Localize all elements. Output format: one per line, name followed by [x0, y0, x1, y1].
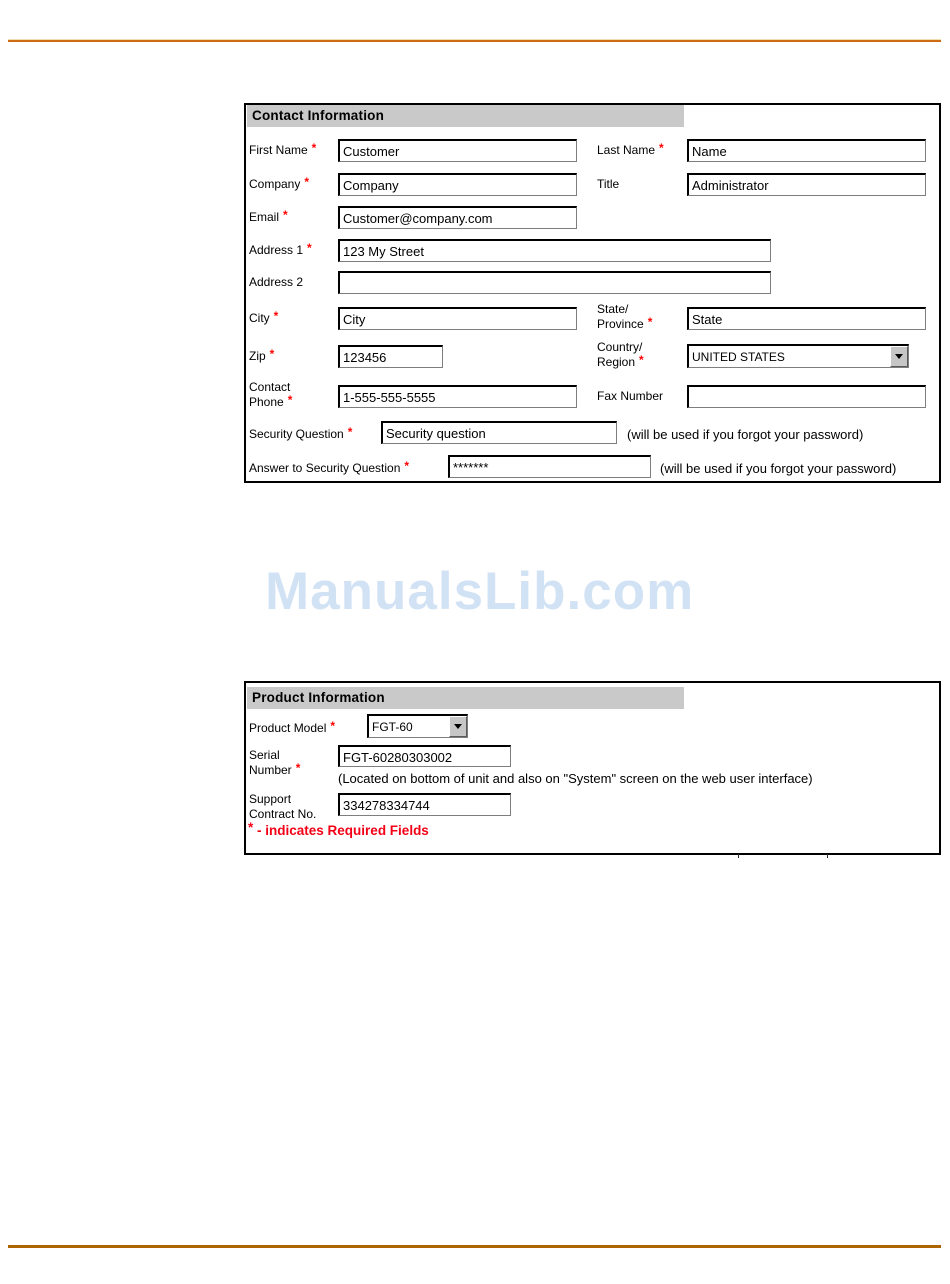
serial-number-note: (Located on bottom of unit and also on "System" screen on the web user interface)	[338, 771, 813, 786]
contact-information-header: Contact Information	[247, 105, 684, 127]
chevron-down-icon	[454, 724, 462, 729]
required-asterisk: *	[404, 459, 410, 473]
email-label: Email *	[249, 208, 288, 224]
required-asterisk: *	[295, 761, 301, 775]
top-divider	[8, 40, 941, 42]
first-name-label: First Name *	[249, 141, 317, 157]
address1-input[interactable]	[338, 239, 771, 262]
last-name-label: Last Name *	[597, 141, 664, 157]
first-name-input[interactable]	[338, 139, 577, 162]
required-asterisk: *	[273, 309, 279, 323]
required-asterisk: *	[304, 175, 310, 189]
company-input[interactable]	[338, 173, 577, 196]
required-fields-note: * - indicates Required Fields	[248, 820, 429, 838]
security-answer-input[interactable]	[448, 455, 651, 478]
company-label: Company *	[249, 175, 310, 191]
address2-label: Address 2	[249, 275, 304, 289]
product-information-header: Product Information	[247, 687, 684, 709]
product-information-panel	[244, 681, 941, 855]
required-asterisk: *	[347, 425, 353, 439]
required-asterisk: *	[283, 208, 288, 222]
serial-number-label: Serial Number *	[249, 748, 301, 777]
required-asterisk: *	[269, 347, 275, 361]
security-answer-label: Answer to Security Question *	[249, 459, 410, 475]
email-input[interactable]	[338, 206, 577, 229]
crop-tick-mark	[827, 854, 828, 858]
city-input[interactable]	[338, 307, 577, 330]
manualslib-watermark: ManualsLib.com	[265, 562, 695, 621]
state-province-label: State/ Province *	[597, 302, 653, 331]
product-model-value: FGT-60	[372, 720, 413, 734]
country-region-value: UNITED STATES	[692, 350, 785, 364]
fax-number-label: Fax Number	[597, 389, 664, 403]
dropdown-button[interactable]	[890, 346, 908, 367]
fax-number-input[interactable]	[687, 385, 926, 408]
security-question-label: Security Question *	[249, 425, 353, 441]
last-name-input[interactable]	[687, 139, 926, 162]
bottom-divider	[8, 1245, 941, 1248]
city-label: City *	[249, 309, 279, 325]
required-asterisk: *	[330, 719, 336, 733]
dropdown-button[interactable]	[449, 716, 467, 737]
security-answer-note: (will be used if you forgot your password)	[660, 461, 897, 476]
required-asterisk: *	[248, 820, 254, 835]
crop-tick-mark	[738, 854, 739, 858]
contact-information-panel	[244, 103, 941, 483]
zip-label: Zip *	[249, 347, 275, 363]
address1-label: Address 1 *	[249, 241, 312, 257]
address2-input[interactable]	[338, 271, 771, 294]
zip-input[interactable]	[338, 345, 443, 368]
product-model-select[interactable]	[367, 714, 468, 738]
required-asterisk: *	[639, 353, 644, 367]
country-region-label: Country/ Region *	[597, 340, 644, 369]
title-label: Title	[597, 177, 620, 191]
chevron-down-icon	[895, 354, 903, 359]
required-asterisk: *	[659, 141, 664, 155]
security-question-input[interactable]	[381, 421, 617, 444]
required-asterisk: *	[287, 393, 293, 407]
required-asterisk: *	[307, 241, 312, 255]
support-contract-label: Support Contract No.	[249, 792, 317, 821]
country-region-select[interactable]	[687, 344, 909, 368]
product-model-label: Product Model *	[249, 719, 336, 735]
required-asterisk: *	[311, 141, 317, 155]
support-contract-input[interactable]	[338, 793, 511, 816]
serial-number-input[interactable]	[338, 745, 511, 767]
title-input[interactable]	[687, 173, 926, 196]
contact-phone-input[interactable]	[338, 385, 577, 408]
state-input[interactable]	[687, 307, 926, 330]
contact-phone-label: Contact Phone *	[249, 380, 293, 409]
security-question-note: (will be used if you forgot your password)	[627, 427, 864, 442]
required-asterisk: *	[647, 315, 653, 329]
